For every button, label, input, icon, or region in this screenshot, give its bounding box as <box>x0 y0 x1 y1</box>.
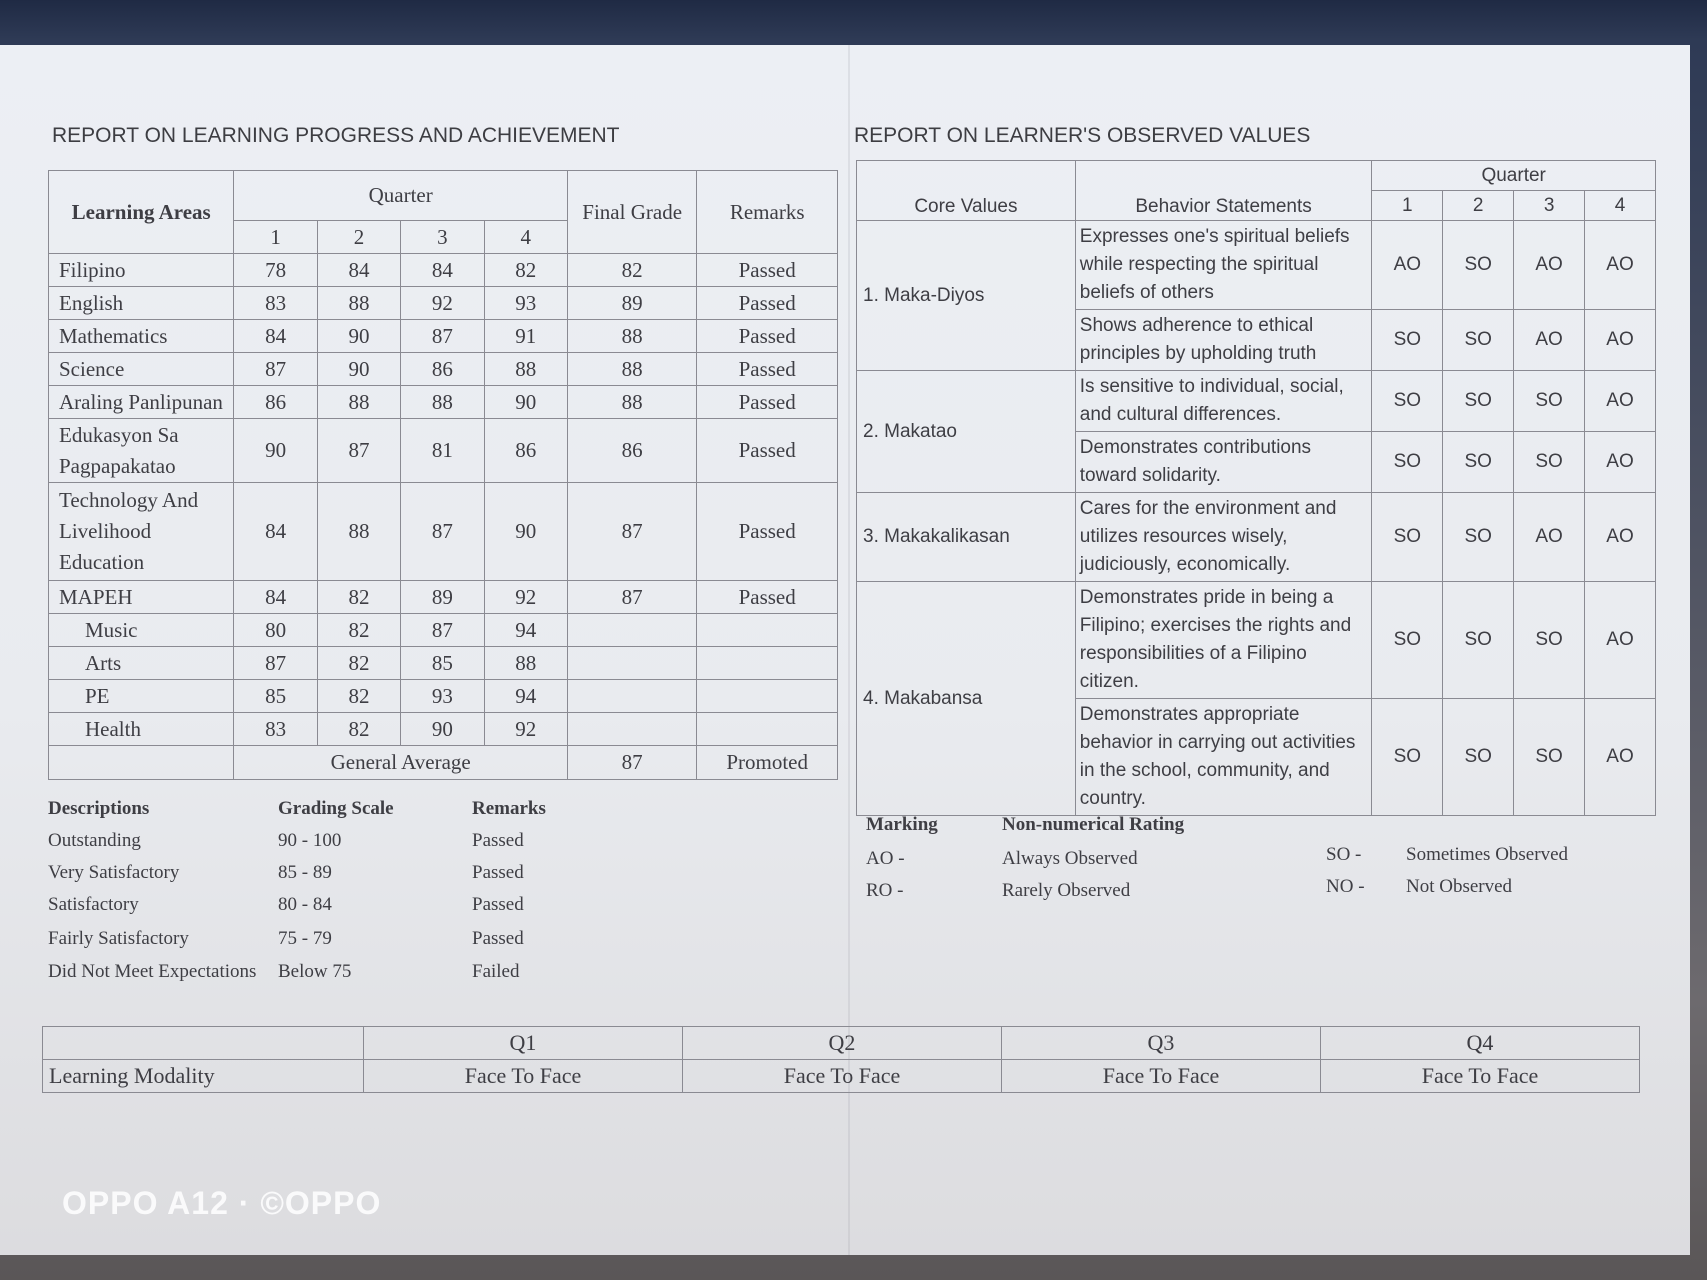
subject-name: Science <box>49 353 234 386</box>
scale-remark: Passed <box>472 894 524 915</box>
quarter-2-header: 2 <box>317 221 400 254</box>
scale-range: Below 75 <box>278 961 352 982</box>
table-row <box>857 221 1656 310</box>
statement-line: and cultural differences. <box>1079 404 1282 425</box>
grade-cell: 82 <box>317 581 400 614</box>
grade-cell: 91 <box>484 320 567 353</box>
table-row <box>857 493 1656 582</box>
grade-cell: 88 <box>484 647 567 680</box>
modality-value: Face To Face <box>683 1060 1002 1093</box>
behavior-statement <box>1075 371 1372 432</box>
grade-cell: 87 <box>401 614 484 647</box>
rating-cell: SO <box>1443 582 1514 699</box>
grade-cell: 84 <box>234 320 317 353</box>
statement-line: beliefs of others <box>1079 282 1214 303</box>
grade-cell: 88 <box>317 483 400 581</box>
grade-cell: 83 <box>234 287 317 320</box>
statement-line: Expresses one's spiritual beliefs <box>1079 226 1350 247</box>
grade-cell: 78 <box>234 254 317 287</box>
final-grade-cell: 88 <box>568 386 697 419</box>
statement-line: country. <box>1079 788 1146 809</box>
grade-cell: 82 <box>317 614 400 647</box>
grade-cell: 83 <box>234 713 317 746</box>
grade-cell: 87 <box>401 320 484 353</box>
grade-cell: 82 <box>317 713 400 746</box>
grade-cell: 82 <box>317 680 400 713</box>
rating-cell: AO <box>1514 310 1585 371</box>
rating-cell: AO <box>1585 310 1656 371</box>
table-row <box>49 386 838 419</box>
behavior-statement <box>1075 310 1372 371</box>
subject-name-line: Education <box>59 550 145 574</box>
rating-cell: SO <box>1443 310 1514 371</box>
modality-value: Face To Face <box>1321 1060 1640 1093</box>
grading-scale-legend <box>48 798 608 998</box>
marking-code: AO - <box>866 848 905 869</box>
statement-line: behavior in carrying out activities <box>1079 732 1356 753</box>
final-grade-cell: 82 <box>568 254 697 287</box>
grade-cell: 90 <box>317 353 400 386</box>
values-quarter-1-header: 1 <box>1372 191 1443 221</box>
rating-cell: SO <box>1372 699 1443 816</box>
scale-remark: Failed <box>472 961 520 982</box>
rating-cell: AO <box>1585 699 1656 816</box>
observed-values-title: REPORT ON LEARNER'S OBSERVED VALUES <box>854 124 1311 147</box>
values-quarter-4-header: 4 <box>1585 191 1656 221</box>
final-grade-cell: 87 <box>568 483 697 581</box>
scale-remark: Passed <box>472 928 524 949</box>
final-grade-cell: 88 <box>568 320 697 353</box>
scale-description: Did Not Meet Expectations <box>48 961 257 982</box>
statement-line: toward solidarity. <box>1079 465 1221 486</box>
rating-cell: SO <box>1514 582 1585 699</box>
table-row <box>49 320 838 353</box>
grade-cell: 87 <box>234 353 317 386</box>
rating-cell: AO <box>1585 493 1656 582</box>
legend-header-remarks: Remarks <box>472 798 546 819</box>
grade-cell: 81 <box>401 419 484 483</box>
general-average-value: 87 <box>568 746 697 780</box>
statement-line: responsibilities of a Filipino <box>1079 643 1307 664</box>
scale-description: Outstanding <box>48 830 141 851</box>
general-average-label: General Average <box>234 746 568 780</box>
values-quarter-3-header: 3 <box>1514 191 1585 221</box>
learning-areas-header: Learning Areas <box>49 171 234 254</box>
rating-cell: AO <box>1585 371 1656 432</box>
scale-remark: Passed <box>472 862 524 883</box>
subject-name: Mathematics <box>49 320 234 353</box>
legend-header-descriptions: Descriptions <box>48 798 150 819</box>
rating-cell: AO <box>1514 221 1585 310</box>
grade-cell: 85 <box>234 680 317 713</box>
statement-line: judiciously, economically. <box>1079 554 1291 575</box>
grade-cell: 84 <box>401 254 484 287</box>
grade-cell: 92 <box>484 713 567 746</box>
marking-meaning: Always Observed <box>1002 848 1138 869</box>
observed-values-table <box>856 160 1656 816</box>
statement-line: Demonstrates appropriate <box>1079 704 1300 725</box>
subject-name-line: Livelihood <box>59 519 152 543</box>
grade-cell: 87 <box>317 419 400 483</box>
grade-cell: 93 <box>484 287 567 320</box>
grade-cell: 93 <box>401 680 484 713</box>
final-grade-cell: 89 <box>568 287 697 320</box>
behavior-statements-header: Behavior Statements <box>1075 161 1372 221</box>
remark-cell: Passed <box>697 386 838 419</box>
general-average-row <box>49 746 838 780</box>
scale-description: Very Satisfactory <box>48 862 180 883</box>
table-row <box>857 371 1656 432</box>
final-grade-cell <box>568 647 697 680</box>
statement-line: citizen. <box>1079 671 1139 692</box>
grade-cell: 92 <box>401 287 484 320</box>
final-grade-cell <box>568 713 697 746</box>
grade-cell: 88 <box>317 287 400 320</box>
grade-cell: 86 <box>234 386 317 419</box>
statement-line: in the school, community, and <box>1079 760 1330 781</box>
rating-cell: AO <box>1585 221 1656 310</box>
remarks-header: Remarks <box>697 171 838 254</box>
subject-name-line: Edukasyon Sa <box>59 422 179 447</box>
statement-line: while respecting the spiritual <box>1079 254 1319 275</box>
marking-meaning: Rarely Observed <box>1002 880 1131 901</box>
statement-line: Shows adherence to ethical <box>1079 315 1314 336</box>
grade-cell: 84 <box>234 483 317 581</box>
grade-cell: 86 <box>401 353 484 386</box>
statement-line: utilizes resources wisely, <box>1079 526 1288 547</box>
marking-meaning: Not Observed <box>1406 876 1513 897</box>
grade-cell: 88 <box>484 353 567 386</box>
subject-name: Arts <box>49 647 234 680</box>
core-value-makatao: 2. Makatao <box>857 371 1076 493</box>
table-row <box>49 254 838 287</box>
rating-cell: AO <box>1514 493 1585 582</box>
table-row <box>49 581 838 614</box>
final-grade-cell: 86 <box>568 419 697 483</box>
rating-cell: AO <box>1585 582 1656 699</box>
table-row <box>49 614 838 647</box>
rating-cell: AO <box>1585 432 1656 493</box>
table-row <box>49 353 838 386</box>
statement-line: Demonstrates pride in being a <box>1079 587 1334 608</box>
subject-name: Araling Panlipunan <box>49 386 234 419</box>
scale-range: 85 - 89 <box>278 862 332 883</box>
empty-cell <box>49 746 234 780</box>
behavior-statement <box>1075 582 1372 699</box>
grade-cell: 94 <box>484 614 567 647</box>
subject-name <box>49 419 234 483</box>
table-row <box>49 483 838 581</box>
table-row <box>49 287 838 320</box>
learning-modality-table <box>42 1026 1640 1093</box>
table-row <box>49 419 838 483</box>
statement-line: Cares for the environment and <box>1079 498 1337 519</box>
grade-cell: 88 <box>401 386 484 419</box>
final-grade-cell: 88 <box>568 353 697 386</box>
marking-code: NO - <box>1326 876 1365 897</box>
legend-header-grading-scale: Grading Scale <box>278 798 394 819</box>
camera-watermark: OPPO A12 · ©OPPO <box>62 1185 382 1221</box>
subject-name: MAPEH <box>49 581 234 614</box>
grade-cell: 89 <box>401 581 484 614</box>
rating-cell: AO <box>1372 221 1443 310</box>
marking-code: RO - <box>866 880 904 901</box>
grade-cell: 94 <box>484 680 567 713</box>
behavior-statement <box>1075 221 1372 310</box>
quarter-header: Quarter <box>234 171 568 221</box>
table-row <box>49 647 838 680</box>
scale-range: 75 - 79 <box>278 928 332 949</box>
marking-code: SO - <box>1326 844 1362 865</box>
quarter-1-header: 1 <box>234 221 317 254</box>
rating-cell: SO <box>1514 432 1585 493</box>
rating-cell: SO <box>1372 310 1443 371</box>
remark-cell <box>697 614 838 647</box>
modality-value: Face To Face <box>1002 1060 1321 1093</box>
modality-value: Face To Face <box>364 1060 683 1093</box>
modality-quarter-header: Q2 <box>683 1027 1002 1060</box>
statement-line: Is sensitive to individual, social, <box>1079 376 1344 397</box>
grade-cell: 90 <box>484 386 567 419</box>
core-value-maka-diyos: 1. Maka-Diyos <box>857 221 1076 371</box>
rating-cell: SO <box>1514 371 1585 432</box>
scale-range: 80 - 84 <box>278 894 332 915</box>
grade-cell: 82 <box>484 254 567 287</box>
subject-name-line: Pagpapakatao <box>59 453 176 478</box>
behavior-statement <box>1075 699 1372 816</box>
table-row <box>49 713 838 746</box>
rating-cell: SO <box>1372 582 1443 699</box>
final-grade-cell <box>568 680 697 713</box>
table-row <box>43 1060 1640 1093</box>
empty-cell <box>43 1027 364 1060</box>
quarter-4-header: 4 <box>484 221 567 254</box>
grade-cell: 80 <box>234 614 317 647</box>
modality-quarter-header: Q3 <box>1002 1027 1321 1060</box>
subject-name-line: Technology And <box>59 488 199 512</box>
learning-progress-title: REPORT ON LEARNING PROGRESS AND ACHIEVEMENT <box>52 124 620 147</box>
remark-cell: Passed <box>697 320 838 353</box>
rating-cell: SO <box>1443 699 1514 816</box>
core-value-makakalikasan: 3. Makakalikasan <box>857 493 1076 582</box>
grade-cell: 87 <box>401 483 484 581</box>
subject-name: English <box>49 287 234 320</box>
modality-quarter-header: Q1 <box>364 1027 683 1060</box>
scale-description: Fairly Satisfactory <box>48 928 189 949</box>
values-quarter-2-header: 2 <box>1443 191 1514 221</box>
rating-cell: SO <box>1372 432 1443 493</box>
subject-name: Health <box>49 713 234 746</box>
grade-cell: 92 <box>484 581 567 614</box>
behavior-statement <box>1075 432 1372 493</box>
grades-table <box>48 170 838 780</box>
marking-header: Marking <box>866 814 938 835</box>
learning-modality-label: Learning Modality <box>43 1060 364 1093</box>
grade-cell: 82 <box>317 647 400 680</box>
rating-cell: SO <box>1443 493 1514 582</box>
rating-cell: SO <box>1443 221 1514 310</box>
quarter-3-header: 3 <box>401 221 484 254</box>
final-grade-header: Final Grade <box>568 171 697 254</box>
remark-cell: Passed <box>697 287 838 320</box>
remark-cell <box>697 713 838 746</box>
scale-range: 90 - 100 <box>278 830 342 851</box>
subject-name: Music <box>49 614 234 647</box>
grade-cell: 84 <box>234 581 317 614</box>
grade-cell: 88 <box>317 386 400 419</box>
core-values-header: Core Values <box>857 161 1076 221</box>
remark-cell <box>697 647 838 680</box>
table-row <box>857 582 1656 699</box>
table-row <box>43 1027 1640 1060</box>
behavior-statement <box>1075 493 1372 582</box>
non-numerical-rating-header: Non-numerical Rating <box>1002 814 1185 835</box>
values-quarter-header: Quarter <box>1372 161 1656 191</box>
rating-cell: SO <box>1514 699 1585 816</box>
table-row <box>49 680 838 713</box>
statement-line: Demonstrates contributions <box>1079 437 1312 458</box>
statement-line: Filipino; exercises the rights and <box>1079 615 1352 636</box>
grade-cell: 90 <box>401 713 484 746</box>
rating-cell: SO <box>1372 371 1443 432</box>
modality-quarter-header: Q4 <box>1321 1027 1640 1060</box>
subject-name <box>49 483 234 581</box>
grade-cell: 90 <box>317 320 400 353</box>
subject-name: Filipino <box>49 254 234 287</box>
subject-name: PE <box>49 680 234 713</box>
rating-cell: SO <box>1443 432 1514 493</box>
remark-cell: Passed <box>697 353 838 386</box>
remark-cell: Passed <box>697 581 838 614</box>
marking-legend <box>866 814 1626 904</box>
marking-meaning: Sometimes Observed <box>1406 844 1569 865</box>
final-grade-cell <box>568 614 697 647</box>
grade-cell: 90 <box>234 419 317 483</box>
grade-cell: 87 <box>234 647 317 680</box>
scale-remark: Passed <box>472 830 524 851</box>
grade-cell: 86 <box>484 419 567 483</box>
rating-cell: SO <box>1372 493 1443 582</box>
core-value-makabansa: 4. Makabansa <box>857 582 1076 816</box>
scale-description: Satisfactory <box>48 894 139 915</box>
remark-cell <box>697 680 838 713</box>
grade-cell: 85 <box>401 647 484 680</box>
final-grade-cell: 87 <box>568 581 697 614</box>
grade-cell: 90 <box>484 483 567 581</box>
general-average-remark: Promoted <box>697 746 838 780</box>
remark-cell: Passed <box>697 419 838 483</box>
statement-line: principles by upholding truth <box>1079 343 1317 364</box>
grade-cell: 84 <box>317 254 400 287</box>
remark-cell: Passed <box>697 254 838 287</box>
remark-cell: Passed <box>697 483 838 581</box>
rating-cell: SO <box>1443 371 1514 432</box>
